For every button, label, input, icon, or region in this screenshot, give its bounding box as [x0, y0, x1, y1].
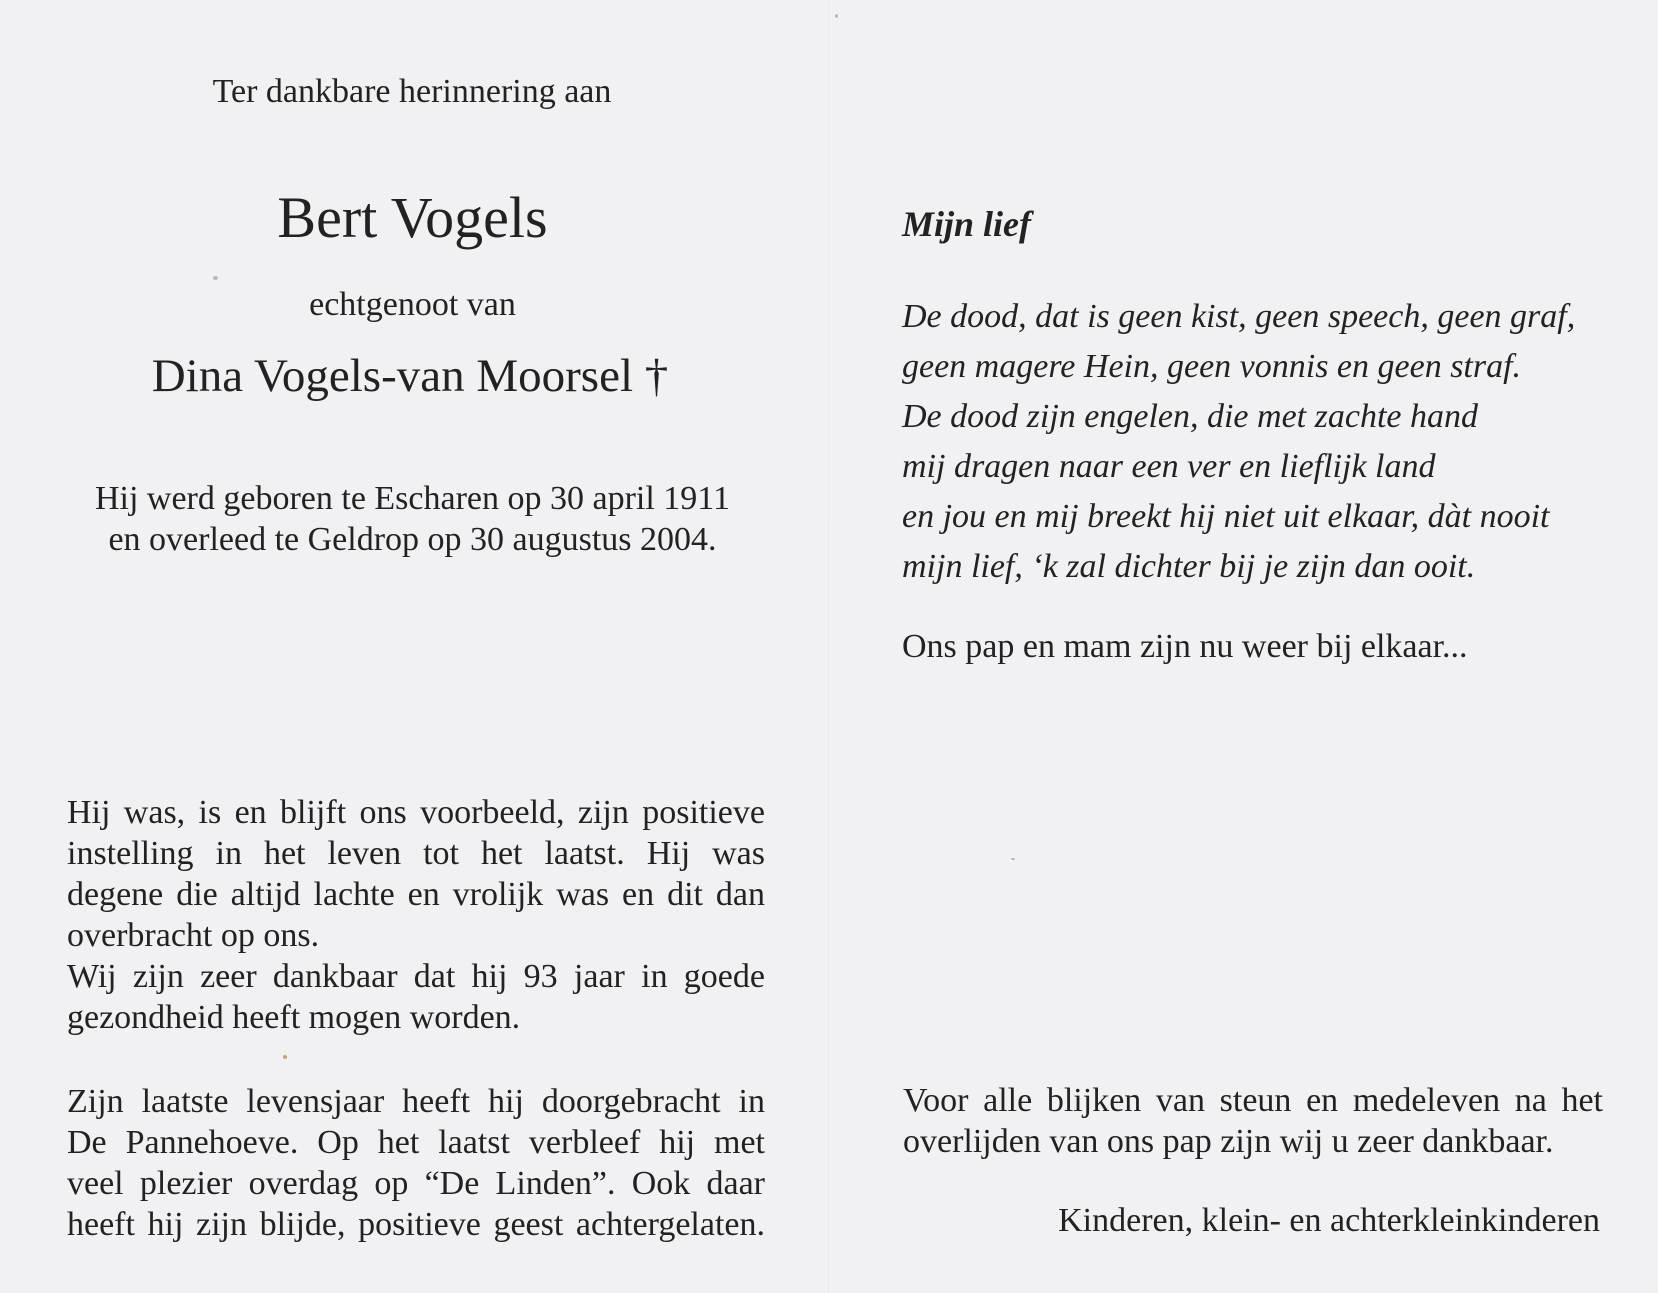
paper-speck [835, 14, 838, 18]
paragraph-line: instelling in het leven tot het laatst. Hij was [67, 835, 765, 872]
memorial-paragraph-2 [67, 1081, 765, 1245]
spouse-label: echtgenoot van [309, 286, 516, 323]
paragraph-line: veel plezier overdag op “De Linden”. Ook daar [67, 1165, 765, 1202]
memorial-paragraph-1 [67, 792, 765, 1038]
paragraph-line: gezondheid heeft mogen worden. [67, 999, 521, 1036]
paper-speck [213, 276, 218, 280]
deceased-name: Bert Vogels [277, 185, 548, 250]
poem-line: geen magere Hein, geen vonnis en geen straf. [902, 348, 1522, 385]
thanks-paragraph [903, 1080, 1603, 1162]
intro-text: Ter dankbare herinnering aan [212, 73, 612, 110]
thanks-line: overlijden van ons pap zijn wij u zeer dankbaar. [903, 1123, 1554, 1160]
poem-line: en jou en mij breekt hij niet uit elkaar, dàt nooit [902, 498, 1550, 535]
paragraph-line: heeft hij zijn blijde, positieve geest achtergelaten. [67, 1206, 765, 1243]
closing-line: Ons pap en mam zijn nu weer bij elkaar... [902, 628, 1468, 665]
paragraph-line: Hij was, is en blijft ons voorbeeld, zijn positieve [67, 794, 765, 831]
paper-speck [1011, 858, 1015, 860]
paragraph-line: Zijn laatste levensjaar heeft hij doorgebracht in [67, 1083, 765, 1120]
birth-death-dates [60, 478, 765, 560]
poem-line: De dood, dat is geen kist, geen speech, geen graf, [902, 298, 1576, 335]
paragraph-line: degene die altijd lachte en vrolijk was en dit dan [67, 876, 765, 913]
death-line: en overleed te Geldrop op 30 augustus 2004. [108, 521, 717, 558]
spouse-name: Dina Vogels-van Moorsel † [151, 350, 669, 402]
birth-line: Hij werd geboren te Escharen op 30 april 1911 [94, 480, 731, 517]
poem-title: Mijn lief [902, 204, 1032, 244]
paragraph-line: De Pannehoeve. Op het laatst verbleef hij met [67, 1124, 765, 1161]
family-signature: Kinderen, klein- en achterkleinkinderen [1058, 1202, 1600, 1239]
paper-speck [283, 1055, 287, 1059]
thanks-line: Voor alle blijken van steun en medeleven na het [903, 1082, 1603, 1119]
paragraph-line: overbracht op ons. [67, 917, 320, 954]
paragraph-line: Wij zijn zeer dankbaar dat hij 93 jaar in goede [67, 958, 765, 995]
poem-line: De dood zijn engelen, die met zachte hand [902, 398, 1478, 435]
poem-line: mijn lief, ‘k zal dichter bij je zijn dan ooit. [902, 548, 1476, 585]
poem [902, 292, 1622, 592]
left-page [0, 0, 828, 1293]
poem-line: mij dragen naar een ver en lieflijk land [902, 448, 1436, 485]
